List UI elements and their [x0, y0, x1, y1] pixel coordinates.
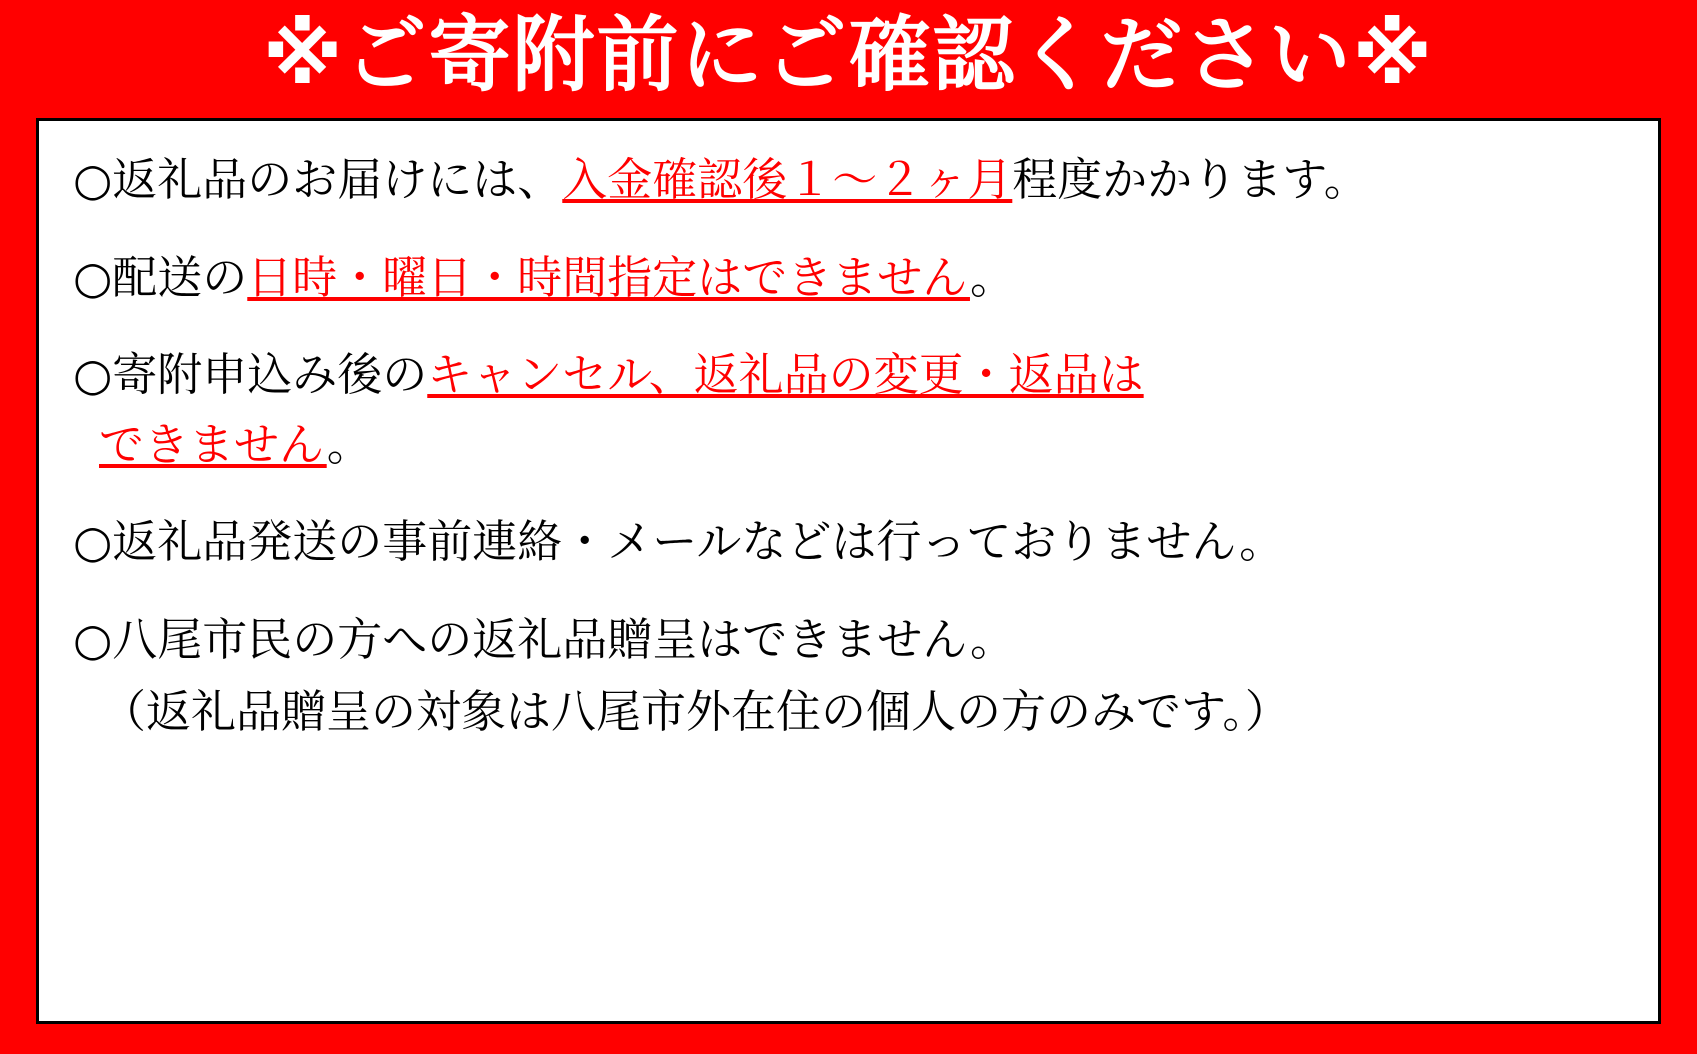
- list-item: [73, 346, 1624, 473]
- notice-text-plain: ○配送の: [73, 250, 248, 304]
- notice-list: [73, 151, 1624, 740]
- notice-text-secondline: [73, 416, 1624, 474]
- notice-text-plain: ○返礼品のお届けには、: [73, 153, 563, 206]
- notice-text-highlight: キャンセル、返礼品の変更・返品は: [427, 348, 1144, 402]
- list-item: [73, 513, 1624, 571]
- notice-body-panel: [36, 118, 1661, 1024]
- list-item: [73, 611, 1624, 740]
- list-item: [73, 249, 1624, 307]
- banner-title: ※ご寄附前にご確認ください※: [262, 8, 1435, 103]
- notice-text-plain: ○八尾市民の方への返礼品贈呈はできません。: [73, 612, 1015, 666]
- notice-text-plain-tail: 。: [969, 250, 1015, 304]
- notice-text-highlight-2: できません: [99, 417, 327, 471]
- notice-text-plain: ○返礼品発送の事前連絡・メールなどは行っておりません。: [73, 515, 1285, 569]
- list-item: [73, 151, 1624, 209]
- notice-text-parenthetical: （返礼品贈呈の対象は八尾市外在住の個人の方のみです。）: [101, 684, 1290, 738]
- notice-text-plain-tail: 程度かかります。: [1012, 153, 1369, 206]
- notice-text-highlight: 入金確認後１～２ヶ月: [562, 153, 1013, 206]
- notice-text-highlight: 日時・曜日・時間指定はできません: [247, 250, 970, 304]
- notice-text-plain: ○寄附申込み後の: [73, 348, 428, 402]
- notice-text-plain-tail: 。: [326, 417, 372, 471]
